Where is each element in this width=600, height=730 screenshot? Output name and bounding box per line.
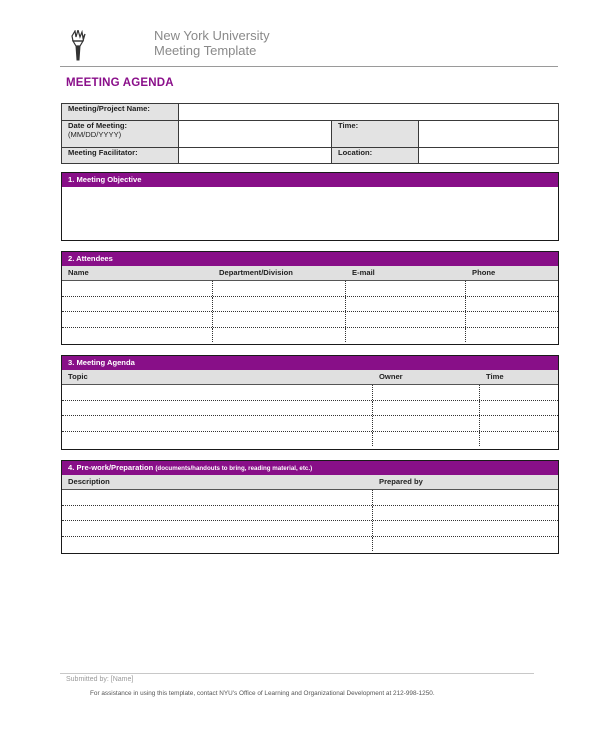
table-row[interactable] xyxy=(62,506,558,522)
footer-divider xyxy=(60,673,534,674)
col-department: Department/Division xyxy=(219,268,293,277)
table-row[interactable] xyxy=(62,281,558,297)
header-block xyxy=(154,28,270,58)
col-name: Name xyxy=(68,268,89,277)
project-name-label: Meeting/Project Name: xyxy=(62,104,179,121)
facilitator-label: Meeting Facilitator: xyxy=(62,148,179,164)
attendees-column-headers xyxy=(62,266,558,281)
document-title: MEETING AGENDA xyxy=(66,77,174,89)
header-divider xyxy=(60,66,558,67)
objective-field[interactable] xyxy=(62,187,558,238)
assistance-note: For assistance in using this template, contact NYU's Office of Learning and Organizational Development at 212-998-1250. xyxy=(90,690,435,697)
meeting-info-table xyxy=(61,103,559,164)
table-row[interactable] xyxy=(62,537,558,552)
attendees-rows xyxy=(62,281,558,342)
facilitator-field[interactable] xyxy=(179,148,332,164)
agenda-column-headers xyxy=(62,370,558,385)
time-field[interactable] xyxy=(419,121,559,148)
table-row[interactable] xyxy=(62,312,558,328)
attendees-section xyxy=(61,251,559,345)
col-owner: Owner xyxy=(379,372,403,381)
date-field[interactable] xyxy=(179,121,332,148)
nyu-torch-logo-icon xyxy=(66,30,90,62)
col-description: Description xyxy=(68,477,110,486)
time-label: Time: xyxy=(332,121,419,148)
table-row[interactable] xyxy=(62,385,558,401)
objective-section xyxy=(61,172,559,241)
col-email: E-mail xyxy=(352,268,375,277)
table-row[interactable] xyxy=(62,401,558,417)
agenda-header: 3. Meeting Agenda xyxy=(62,356,558,370)
prework-header: 4. Pre-work/Preparation (documents/handouts to bring, reading material, etc.) xyxy=(62,461,558,475)
table-row[interactable] xyxy=(62,297,558,313)
location-label: Location: xyxy=(332,148,419,164)
prework-rows xyxy=(62,490,558,551)
col-time: Time xyxy=(486,372,504,381)
agenda-rows xyxy=(62,385,558,446)
submitted-by: Submitted by: [Name] xyxy=(66,676,134,683)
col-phone: Phone xyxy=(472,268,496,277)
table-row[interactable] xyxy=(62,521,558,537)
col-topic: Topic xyxy=(68,372,88,381)
table-row[interactable] xyxy=(62,432,558,447)
prework-section xyxy=(61,460,559,554)
prework-column-headers xyxy=(62,475,558,490)
template-name: Meeting Template xyxy=(154,43,257,58)
date-label: Date of Meeting: (MM/DD/YYYY) xyxy=(62,121,179,148)
agenda-section xyxy=(61,355,559,450)
location-field[interactable] xyxy=(419,148,559,164)
col-prepared-by: Prepared by xyxy=(379,477,423,486)
project-name-field[interactable] xyxy=(179,104,559,121)
table-row[interactable] xyxy=(62,328,558,343)
objective-header: 1. Meeting Objective xyxy=(62,173,558,187)
university-name: New York University xyxy=(154,28,270,43)
table-row[interactable] xyxy=(62,490,558,506)
attendees-header: 2. Attendees xyxy=(62,252,558,266)
table-row[interactable] xyxy=(62,416,558,432)
